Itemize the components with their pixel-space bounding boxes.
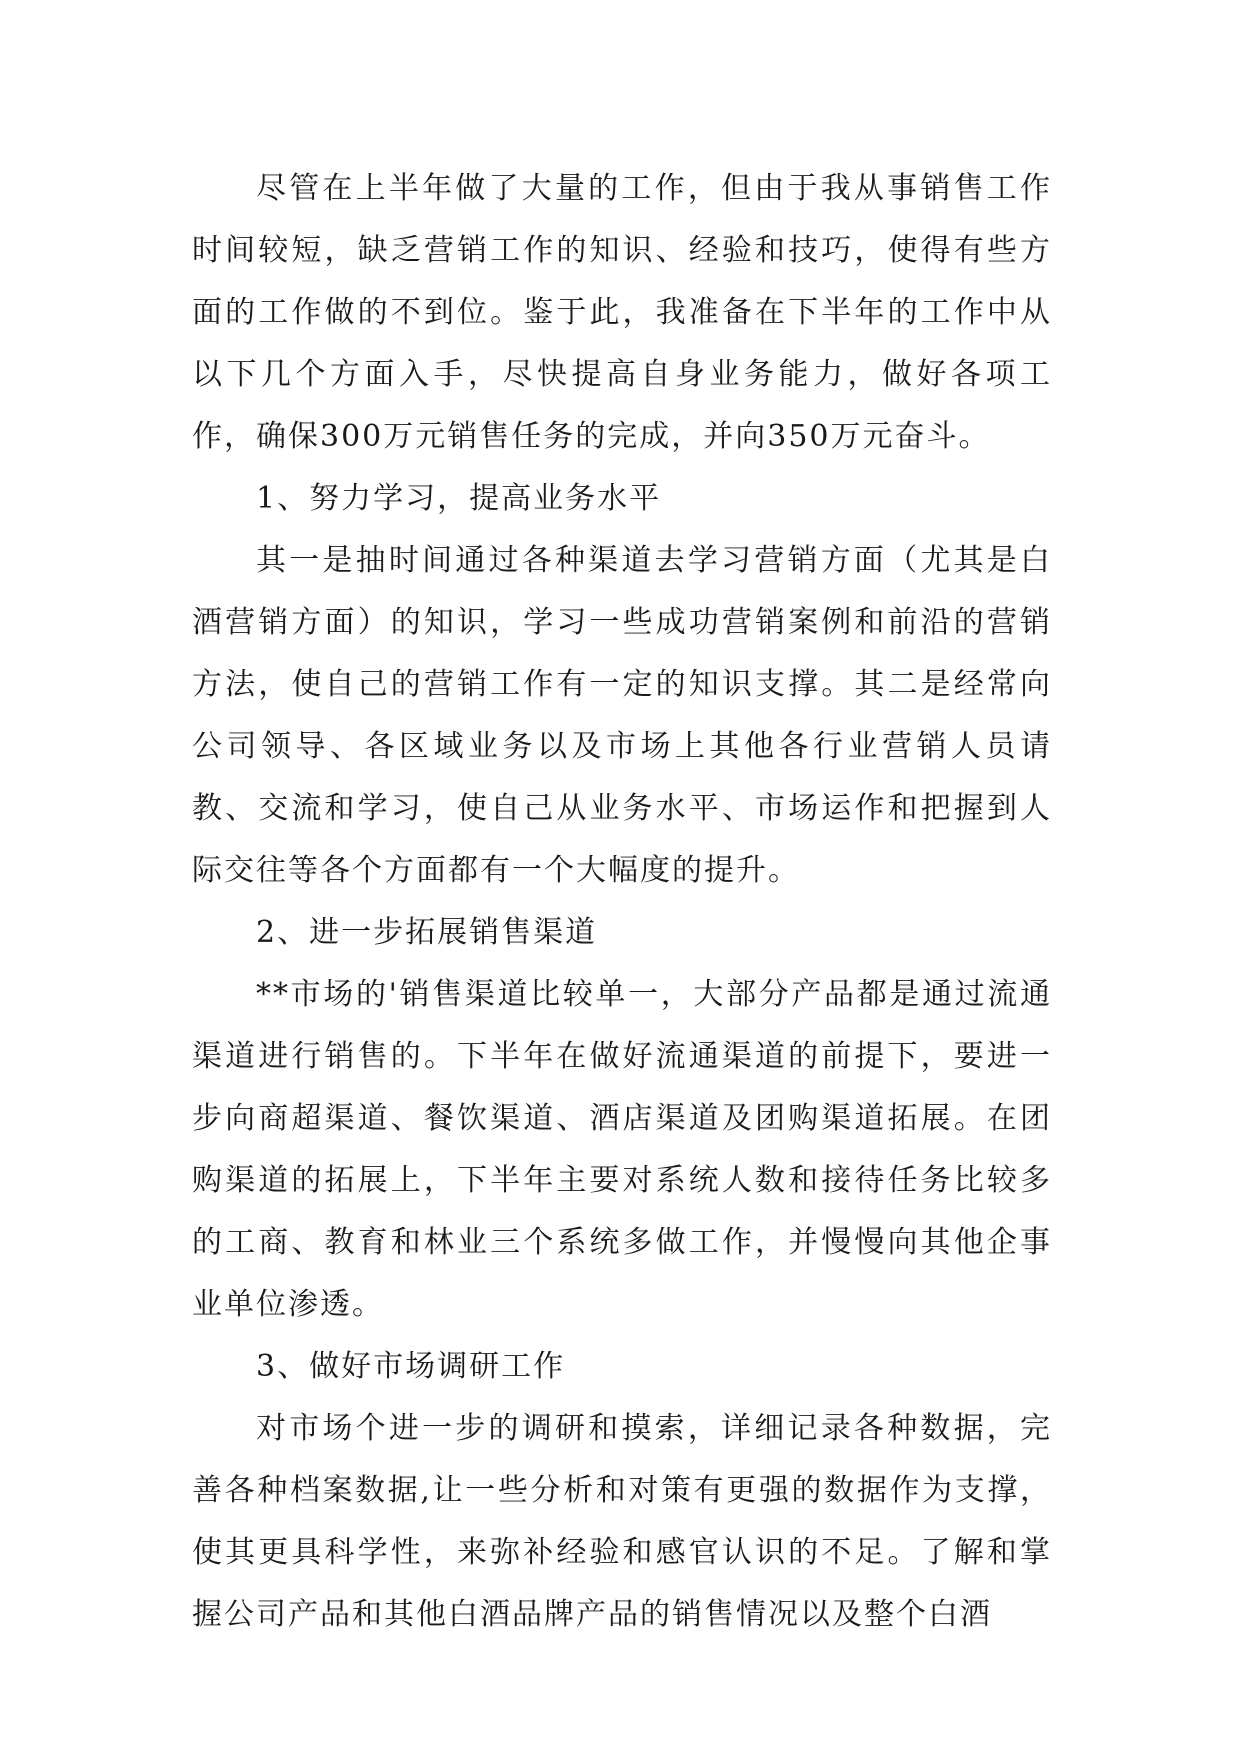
section-heading-3: 3、做好市场调研工作 (256, 1349, 566, 1384)
document-body (192, 158, 1052, 1646)
section-heading-1: 1、努力学习，提高业务水平 (256, 481, 662, 516)
paragraph-study: 其一是抽时间通过各种渠道去学习营销方面（尤其是白酒营销方面）的知识，学习一些成功营销案例和前沿的营销方法，使自己的营销工作有一定的知识支撑。其二是经常向公司领导、各区域业务以及市场上其他各行业营销人员请教、交流和学习，使自己从业务水平、市场运作和把握到人际交往等各个方面都有一个大幅度的提升。 (192, 543, 1052, 888)
paragraph-research: 对市场个进一步的调研和摸索，详细记录各种数据，完善各种档案数据,让一些分析和对策有更强的数据作为支撑，使其更具科学性，来弥补经验和感官认识的不足。了解和掌握公司产品和其他白酒品牌产品的销售情况以及整个白酒 (192, 1411, 1052, 1632)
paragraph-intro: 尽管在上半年做了大量的工作，但由于我从事销售工作时间较短，缺乏营销工作的知识、经验和技巧，使得有些方面的工作做的不到位。鉴于此，我准备在下半年的工作中从以下几个方面入手，尽快提高自身业务能力，做好各项工作，确保300万元销售任务的完成，并向350万元奋斗。 (192, 171, 1052, 454)
paragraph-channels: **市场的'销售渠道比较单一，大部分产品都是通过流通渠道进行销售的。下半年在做好流通渠道的前提下，要进一步向商超渠道、餐饮渠道、酒店渠道及团购渠道拓展。在团购渠道的拓展上，下半年主要对系统人数和接待任务比较多的工商、教育和林业三个系统多做工作，并慢慢向其他企事业单位渗透。 (192, 977, 1052, 1322)
section-heading-2: 2、进一步拓展销售渠道 (256, 915, 598, 950)
